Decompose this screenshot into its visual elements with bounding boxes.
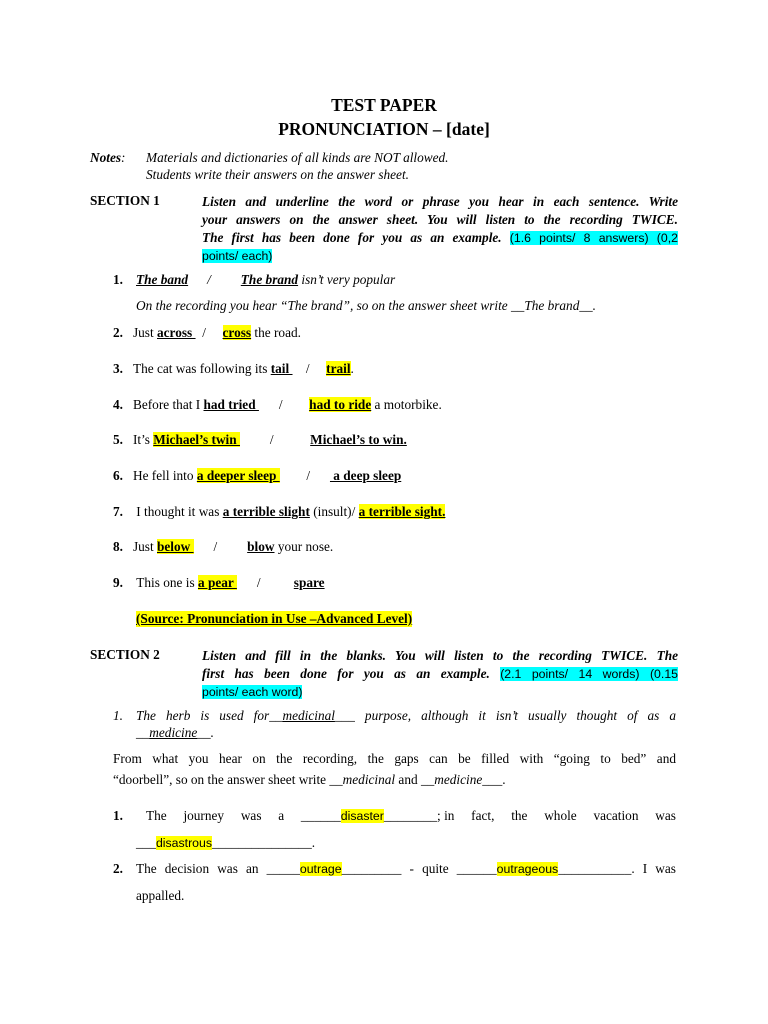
s2-item-2-line-2: appalled.: [136, 888, 185, 903]
s2-example-answer-1: medicinal: [282, 708, 335, 723]
s1-item-3-opt-a: tail: [270, 361, 293, 376]
s2-item-2-answer-1: outrage: [299, 862, 342, 876]
section-1-points-cont: points/ each): [202, 249, 273, 263]
s2-item-2-answer-2: outrageous: [496, 862, 559, 876]
section-2-instructions: [202, 647, 678, 701]
section-2-instr-line-2-text: first has been done for you as an example.: [202, 666, 490, 681]
s1-item-8: 8. Just below / blow your nose.: [113, 539, 334, 554]
s1-item-9: 9. This one is a pear / spare: [113, 575, 325, 590]
s1-item-9-opt-a: a pear: [197, 575, 237, 590]
s1-item-7: 7. I thought it was a terrible slight (insult)/ a terrible sight.: [113, 504, 446, 519]
section-1-instructions: [202, 193, 678, 265]
section-2-points-cont-wrap: [202, 683, 678, 701]
s1-item-7-opt-b: a terrible sight.: [358, 504, 446, 519]
section-2-points-cont: points/ each word): [202, 685, 303, 699]
s1-item-8-opt-b: blow: [247, 539, 275, 554]
section-2-instr-line-2: [202, 665, 678, 683]
s2-explain-line-2: “doorbell”, so on the answer sheet write __medicinal and __medicine___.: [113, 772, 506, 787]
test-title: TEST PAPER: [331, 95, 437, 115]
notes-label-wrap: [90, 150, 125, 166]
s2-item-1-line-1: The journey was a ______disaster________; in fact, the whole vacation was: [146, 808, 676, 823]
section-1-instr-line-3: [202, 229, 678, 247]
s2-example-num: 1.: [113, 708, 123, 723]
notes-colon: :: [121, 150, 126, 165]
section-1-instr-line-3-text: The first has been done for you as an example.: [202, 230, 502, 245]
s2-item-1-answer-1: disaster: [340, 809, 384, 823]
section-1-label: SECTION 1: [90, 193, 160, 208]
section-1-points-cont-wrap: [202, 247, 678, 265]
s1-source: (Source: Pronunciation in Use –Advanced Level): [136, 611, 413, 626]
s1-example-slash: /: [207, 272, 211, 287]
s1-item-8-opt-a: below: [157, 539, 194, 554]
section-2-label: SECTION 2: [90, 647, 160, 662]
s1-item-6-opt-b: a deep sleep: [329, 468, 402, 483]
s1-item-2-opt-a: across: [157, 325, 196, 340]
s2-example-line-2: __medicine__.: [136, 725, 214, 740]
s1-example-num: 1.: [113, 272, 123, 287]
s2-item-2-num: 2.: [113, 861, 123, 876]
s1-item-3: 3. The cat was following its tail / trail.: [113, 361, 354, 376]
s2-item-1-line-2: ___disastrous_______________.: [136, 835, 316, 850]
section-2-points: (2.1 points/ 14 words) (0.15: [500, 667, 678, 681]
section-1-instr-line-2: your answers on the answer sheet. You will listen to the recording TWICE.: [202, 212, 678, 227]
s1-item-5-opt-b: Michael’s to win.: [310, 432, 407, 447]
s1-item-4: 4. Before that I had tried / had to ride a motorbike.: [113, 397, 442, 412]
test-subtitle: PRONUNCIATION – [date]: [278, 119, 490, 139]
s1-item-7-opt-a: a terrible slight: [222, 504, 310, 519]
s1-item-3-opt-b: trail: [326, 361, 351, 376]
s1-example-opt1: The band: [136, 272, 189, 287]
s2-explain-ans-1: medicinal: [342, 772, 396, 787]
s2-example-answer-2: medicine: [149, 725, 198, 740]
s2-explain-ans-2: medicine: [434, 772, 483, 787]
s1-item-5-opt-a: Michael’s twin: [153, 432, 240, 447]
s1-item-2-opt-b: cross: [222, 325, 252, 340]
section-1-instr-line-1: Listen and underline the word or phrase you hear in each sentence. Write: [202, 194, 678, 209]
section-1-points: (1.6 points/ 8 answers) (0,2: [509, 231, 679, 245]
s1-item-6-opt-a: a deeper sleep: [196, 468, 280, 483]
s1-item-2: 2. Just across / cross the road.: [113, 325, 301, 340]
s1-item-4-opt-b: had to ride: [309, 397, 372, 412]
s1-example-note: On the recording you hear “The brand”, so on the answer sheet write __The brand__.: [136, 298, 596, 313]
s1-item-4-opt-a: had tried: [203, 397, 259, 412]
s2-item-1-answer-2: disastrous: [155, 836, 212, 850]
s2-item-1-blank-1: ______disaster________; in: [300, 808, 455, 823]
notes-line-1: Materials and dictionaries of all kinds are NOT allowed.: [146, 150, 449, 165]
s2-example-line-1: The herb is used for__medicinal___ purpose, although it isn’t usually thought of as a: [136, 708, 676, 723]
s1-example-opt2: The brand: [240, 272, 299, 287]
s1-example-line: [136, 272, 395, 288]
s2-explain-line-1: From what you hear on the recording, the gaps can be filled with “going to bed” and: [113, 751, 676, 766]
s2-item-2-line-1: The decision was an _____outrage_________ - quite ______outrageous___________. I was: [136, 861, 676, 876]
s1-item-5: 5. It’s Michael’s twin / Michael’s to win.: [113, 432, 407, 447]
s2-item-1-num: 1.: [113, 808, 123, 823]
section-2-instr-line-1: Listen and fill in the blanks. You will listen to the recording TWICE. The: [202, 648, 678, 663]
s1-item-9-opt-b: spare: [293, 575, 325, 590]
notes-line-2: Students write their answers on the answer sheet.: [146, 167, 409, 182]
s1-item-6: 6. He fell into a deeper sleep / a deep sleep: [113, 468, 402, 483]
notes-label: Notes: [90, 150, 122, 165]
s1-example-rest: isn’t very popular: [301, 272, 396, 287]
